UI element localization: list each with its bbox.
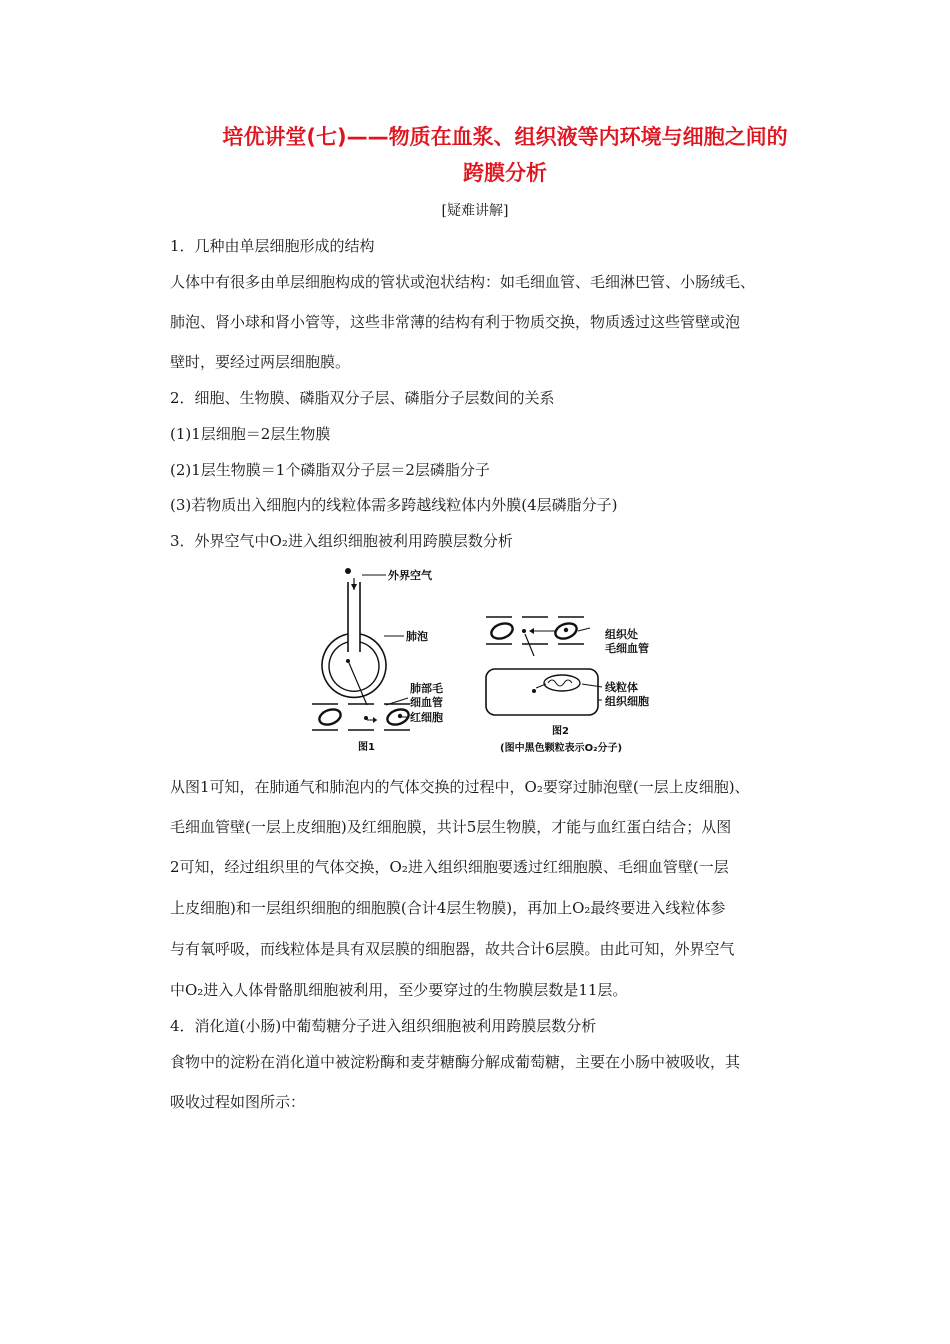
paragraph-3-line-5: 与有氧呼吸，而线粒体是具有双层膜的细胞器，故共合计6层膜。由此可知，外界空气	[170, 940, 735, 958]
label-tissue-capillary-2: 毛细血管	[605, 642, 649, 655]
relation-line-1: (1)1层细胞＝2层生物膜	[170, 425, 331, 443]
oxygen-transport-figure	[300, 560, 660, 760]
figure-2	[486, 617, 649, 754]
figure-1-caption: 图1	[358, 742, 375, 753]
document-title-line2: 跨膜分析	[463, 161, 547, 185]
label-tissue-cell: 组织细胞	[605, 695, 649, 708]
paragraph-3-line-3: 2可知，经过组织里的气体交换，O₂进入组织细胞要透过红细胞膜、毛细血管壁(一层	[170, 858, 729, 876]
figure-2-note: (图中黑色颗粒表示O₂分子)	[500, 743, 623, 754]
heading-1: 1．几种由单层细胞形成的结构	[170, 237, 375, 255]
figure-1	[312, 568, 443, 753]
oxygen-molecule-icon	[346, 659, 350, 663]
red-blood-cell-icon	[317, 707, 342, 728]
paragraph-1-line-2: 肺泡、肾小球和肾小管等，这些非常薄的结构有利于物质交换，物质透过这些管壁或泡	[170, 313, 741, 331]
red-blood-cell-icon	[489, 621, 514, 642]
label-outside-air: 外界空气	[388, 569, 432, 582]
oxygen-molecule-icon	[532, 689, 536, 693]
paragraph-3-line-1: 从图1可知，在肺通气和肺泡内的气体交换的过程中，O₂要穿过肺泡壁(一层上皮细胞)、	[170, 778, 750, 796]
mitochondrion-icon	[544, 675, 580, 691]
figure-2-caption: 图2	[552, 726, 569, 737]
heading-4: 4．消化道(小肠)中葡萄糖分子进入组织细胞被利用跨膜层数分析	[170, 1017, 597, 1035]
relation-line-3: (3)若物质出入细胞内的线粒体需多跨越线粒体内外膜(4层磷脂分子)	[170, 496, 618, 514]
label-lung-capillary-2: 细血管	[410, 696, 443, 709]
paragraph-3-line-6: 中O₂进入人体骨骼肌细胞被利用，至少要穿过的生物膜层数是11层。	[170, 981, 628, 999]
document-title-line1: 培优讲堂(七)——物质在血浆、组织液等内环境与细胞之间的	[222, 125, 788, 149]
oxygen-molecule-icon	[364, 716, 368, 720]
heading-3: 3．外界空气中O₂进入组织细胞被利用跨膜层数分析	[170, 532, 513, 550]
label-mitochondrion: 线粒体	[605, 681, 638, 694]
paragraph-3-line-2: 毛细血管壁(一层上皮细胞)及红细胞膜，共计5层生物膜，才能与血红蛋白结合；从图	[170, 818, 732, 836]
alveolus-outer-wall	[322, 634, 386, 697]
oxygen-molecule-icon	[345, 568, 351, 574]
alveolus-inner-wall	[329, 642, 379, 691]
oxygen-molecule-icon	[522, 629, 526, 633]
relation-line-2: (2)1层生物膜＝1个磷脂双分子层＝2层磷脂分子	[170, 461, 490, 479]
paragraph-4-line-1: 食物中的淀粉在消化道中被淀粉酶和麦芽糖酶分解成葡萄糖，主要在小肠中被吸收，其	[170, 1053, 741, 1071]
label-lung-capillary-1: 肺部毛	[410, 682, 443, 695]
paragraph-4-line-2: 吸收过程如图所示：	[170, 1093, 306, 1111]
section-tag: [疑难讲解]	[441, 203, 509, 219]
paragraph-1-line-1: 人体中有很多由单层细胞构成的管状或泡状结构：如毛细血管、毛细淋巴管、小肠绒毛、	[170, 273, 756, 291]
paragraph-3-line-4: 上皮细胞)和一层组织细胞的细胞膜(合计4层生物膜)，再加上O₂最终要进入线粒体参	[170, 899, 726, 917]
tissue-cell-outline	[486, 669, 598, 715]
label-tissue-capillary-1: 组织处	[605, 628, 638, 641]
heading-2: 2．细胞、生物膜、磷脂双分子层、磷脂分子层数间的关系	[170, 389, 555, 407]
paragraph-1-line-3: 壁时，要经过两层细胞膜。	[170, 353, 351, 371]
label-alveolus: 肺泡	[406, 630, 428, 643]
label-red-blood-cell: 红细胞	[410, 711, 443, 724]
